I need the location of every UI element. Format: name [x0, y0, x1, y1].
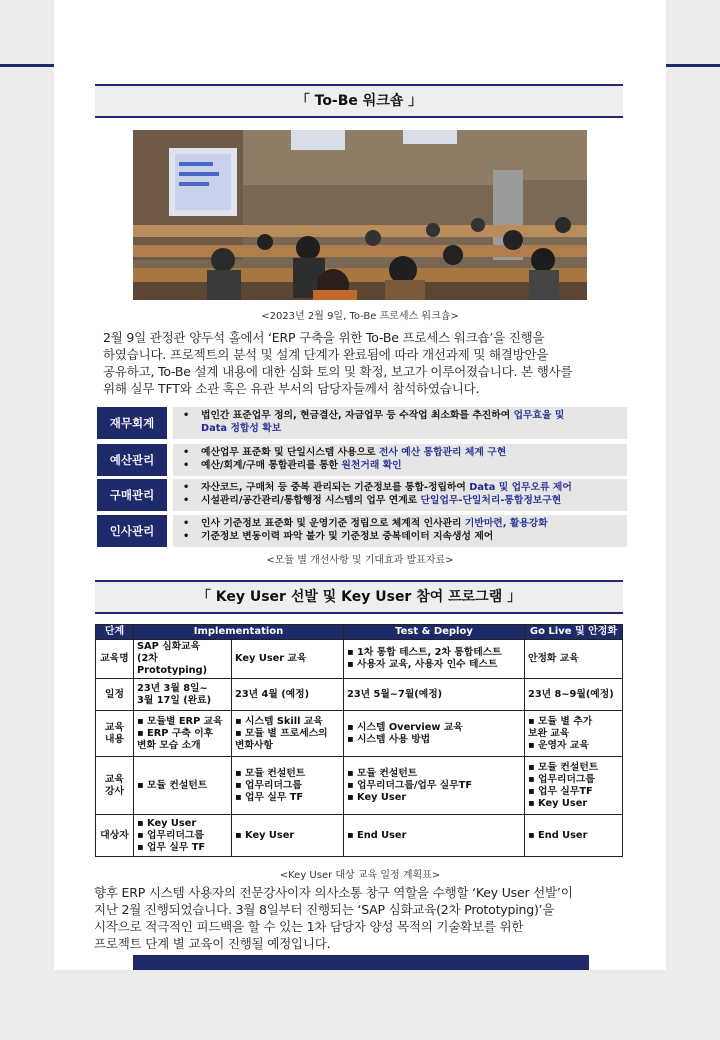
- row-label: 일정: [96, 679, 134, 711]
- table-cell: 23년 8~9월(예정): [525, 679, 623, 711]
- table-cell: 안정화 교육: [525, 640, 623, 679]
- table-cell: 23년 3월 8일~ 3월 17일 (완료): [134, 679, 232, 711]
- section-title-workshop: 「 To-Be 워크숍 」: [95, 84, 623, 118]
- table-cell: ▪ 시스템 Skill 교육 ▪ 모듈 별 프로세스의 변화사항: [232, 711, 344, 757]
- table-row: [96, 815, 623, 857]
- table-cell: ▪ 모듈별 ERP 교육 ▪ ERP 구축 이후 변화 모습 소개: [134, 711, 232, 757]
- table-row: [96, 757, 623, 815]
- table-cell: ▪ 1차 통합 테스트, 2차 통합테스트 ▪ 사용자 교육, 사용자 인수 테스트: [344, 640, 525, 679]
- module-row-finance: [97, 407, 627, 439]
- photo-caption: <2023년 2월 9일, To-Be 프로세스 워크숍>: [261, 311, 459, 322]
- table-row: [96, 679, 623, 711]
- module-label: 재무회계: [97, 407, 167, 439]
- table-cell: 23년 5월~7월(예정): [344, 679, 525, 711]
- modules-caption: <모듈 별 개선사항 및 기대효과 발표자료>: [266, 555, 454, 566]
- footer-bar: [133, 955, 589, 970]
- table-caption: <Key User 대상 교육 일정 계획표>: [279, 870, 441, 881]
- module-description: • 자산코드, 구매처 등 중복 관리되는 기준정보를 통합-정립하여 Data 및 업무오류 제어 • 시설관리/공간관리/통합행정 시스템의 업무 연계로 단일업무-단일처리-통합정보구현: [173, 479, 627, 511]
- module-description: • 법인간 표준업무 정의, 현금결산, 자금업무 등 수작업 최소화를 추진하여 업무효율 및 Data 정합성 확보: [173, 407, 627, 439]
- table-cell: 23년 4월 (예정): [232, 679, 344, 711]
- row-label: 교육 내용: [96, 711, 134, 757]
- table-cell: ▪ 모듈 컨설턴트 ▪ 업무리더그룹/업무 실무TF ▪ Key User: [344, 757, 525, 815]
- table-cell: ▪ 모듈 컨설턴트: [134, 757, 232, 815]
- header-cell: Test & Deploy: [344, 625, 525, 640]
- row-label: 교육 강사: [96, 757, 134, 815]
- workshop-paragraph: 2월 9일 관정관 양두석 홀에서 ‘ERP 구축을 위한 To-Be 프로세스 워크숍’을 진행을 하였습니다. 프로젝트의 분석 및 설계 단계가 완료됨에 따라 개선과제 및 해결방안을 공유하고, To-Be 설계 내용에 대한 심화 토의 및 확정, 보고가 이루어졌습니다. 본 행사를 위해 실무 TFT와 소관 혹은 유관 부서의 담당자들께서 참석하였습니다.: [103, 330, 573, 396]
- workshop-photo: [133, 130, 587, 300]
- row-label: 대상자: [96, 815, 134, 857]
- module-row-purchasing: [97, 479, 627, 511]
- module-row-budget: [97, 444, 627, 476]
- table-cell: ▪ End User: [344, 815, 525, 857]
- table-cell: ▪ End User: [525, 815, 623, 857]
- row-label: 교육명: [96, 640, 134, 679]
- table-cell: ▪ 모듈 컨설턴트 ▪ 업무리더그룹 ▪ 업무 실무 TF: [232, 757, 344, 815]
- table-row: [96, 711, 623, 757]
- module-description: • 인사 기준정보 표준화 및 운영기준 정립으로 체계적 인사관리 기반마련, 활용강화 • 기준정보 변동이력 파악 불가 및 기준정보 중복데이터 지속생성 제어: [173, 515, 627, 547]
- workshop-photo-illustration: [133, 130, 587, 300]
- key-user-paragraph: 향후 ERP 시스템 사용자의 전문강사이자 의사소통 창구 역할을 수행할 ‘Key User 선발’이 지난 2월 진행되었습니다. 3월 8일부터 진행되는 ‘SAP 심화교육(2차 Prototyping)’을 시작으로 적극적인 피드백을 할 수 있는 1차 담당자 양성 목적의 기술확보를 위한 프로젝트 단계 별 교육이 진행될 예정입니다.: [94, 885, 573, 951]
- module-label: 예산관리: [97, 444, 167, 476]
- table-cell: SAP 심화교육 (2차 Prototyping): [134, 640, 232, 679]
- table-cell: ▪ 시스템 Overview 교육 ▪ 시스템 사용 방법: [344, 711, 525, 757]
- table-cell: ▪ 모듈 컨설턴트 ▪ 업무리더그룹 ▪ 업무 실무TF ▪ Key User: [525, 757, 623, 815]
- table-row: [96, 640, 623, 679]
- table-cell: ▪ 모듈 별 추가 보완 교육 ▪ 운영자 교육: [525, 711, 623, 757]
- header-cell: Go Live 및 안정화: [525, 625, 623, 640]
- table-cell: ▪ Key User ▪ 업무리더그룹 ▪ 업무 실무 TF: [134, 815, 232, 857]
- table-header-row: [96, 625, 623, 640]
- module-label: 구매관리: [97, 479, 167, 511]
- module-row-hr: [97, 515, 627, 547]
- module-description: • 예산업무 표준화 및 단일시스템 사용으로 전사 예산 통합관리 체계 구현 • 예산/회계/구매 통합관리를 통한 원천거래 확인: [173, 444, 627, 476]
- key-user-schedule-table: [95, 624, 623, 857]
- header-cell: Implementation: [134, 625, 344, 640]
- module-label: 인사관리: [97, 515, 167, 547]
- header-cell: 단계: [96, 625, 134, 640]
- table-cell: ▪ Key User: [232, 815, 344, 857]
- table-cell: Key User 교육: [232, 640, 344, 679]
- section-title-key-user: 「 Key User 선발 및 Key User 참여 프로그램 」: [95, 580, 623, 614]
